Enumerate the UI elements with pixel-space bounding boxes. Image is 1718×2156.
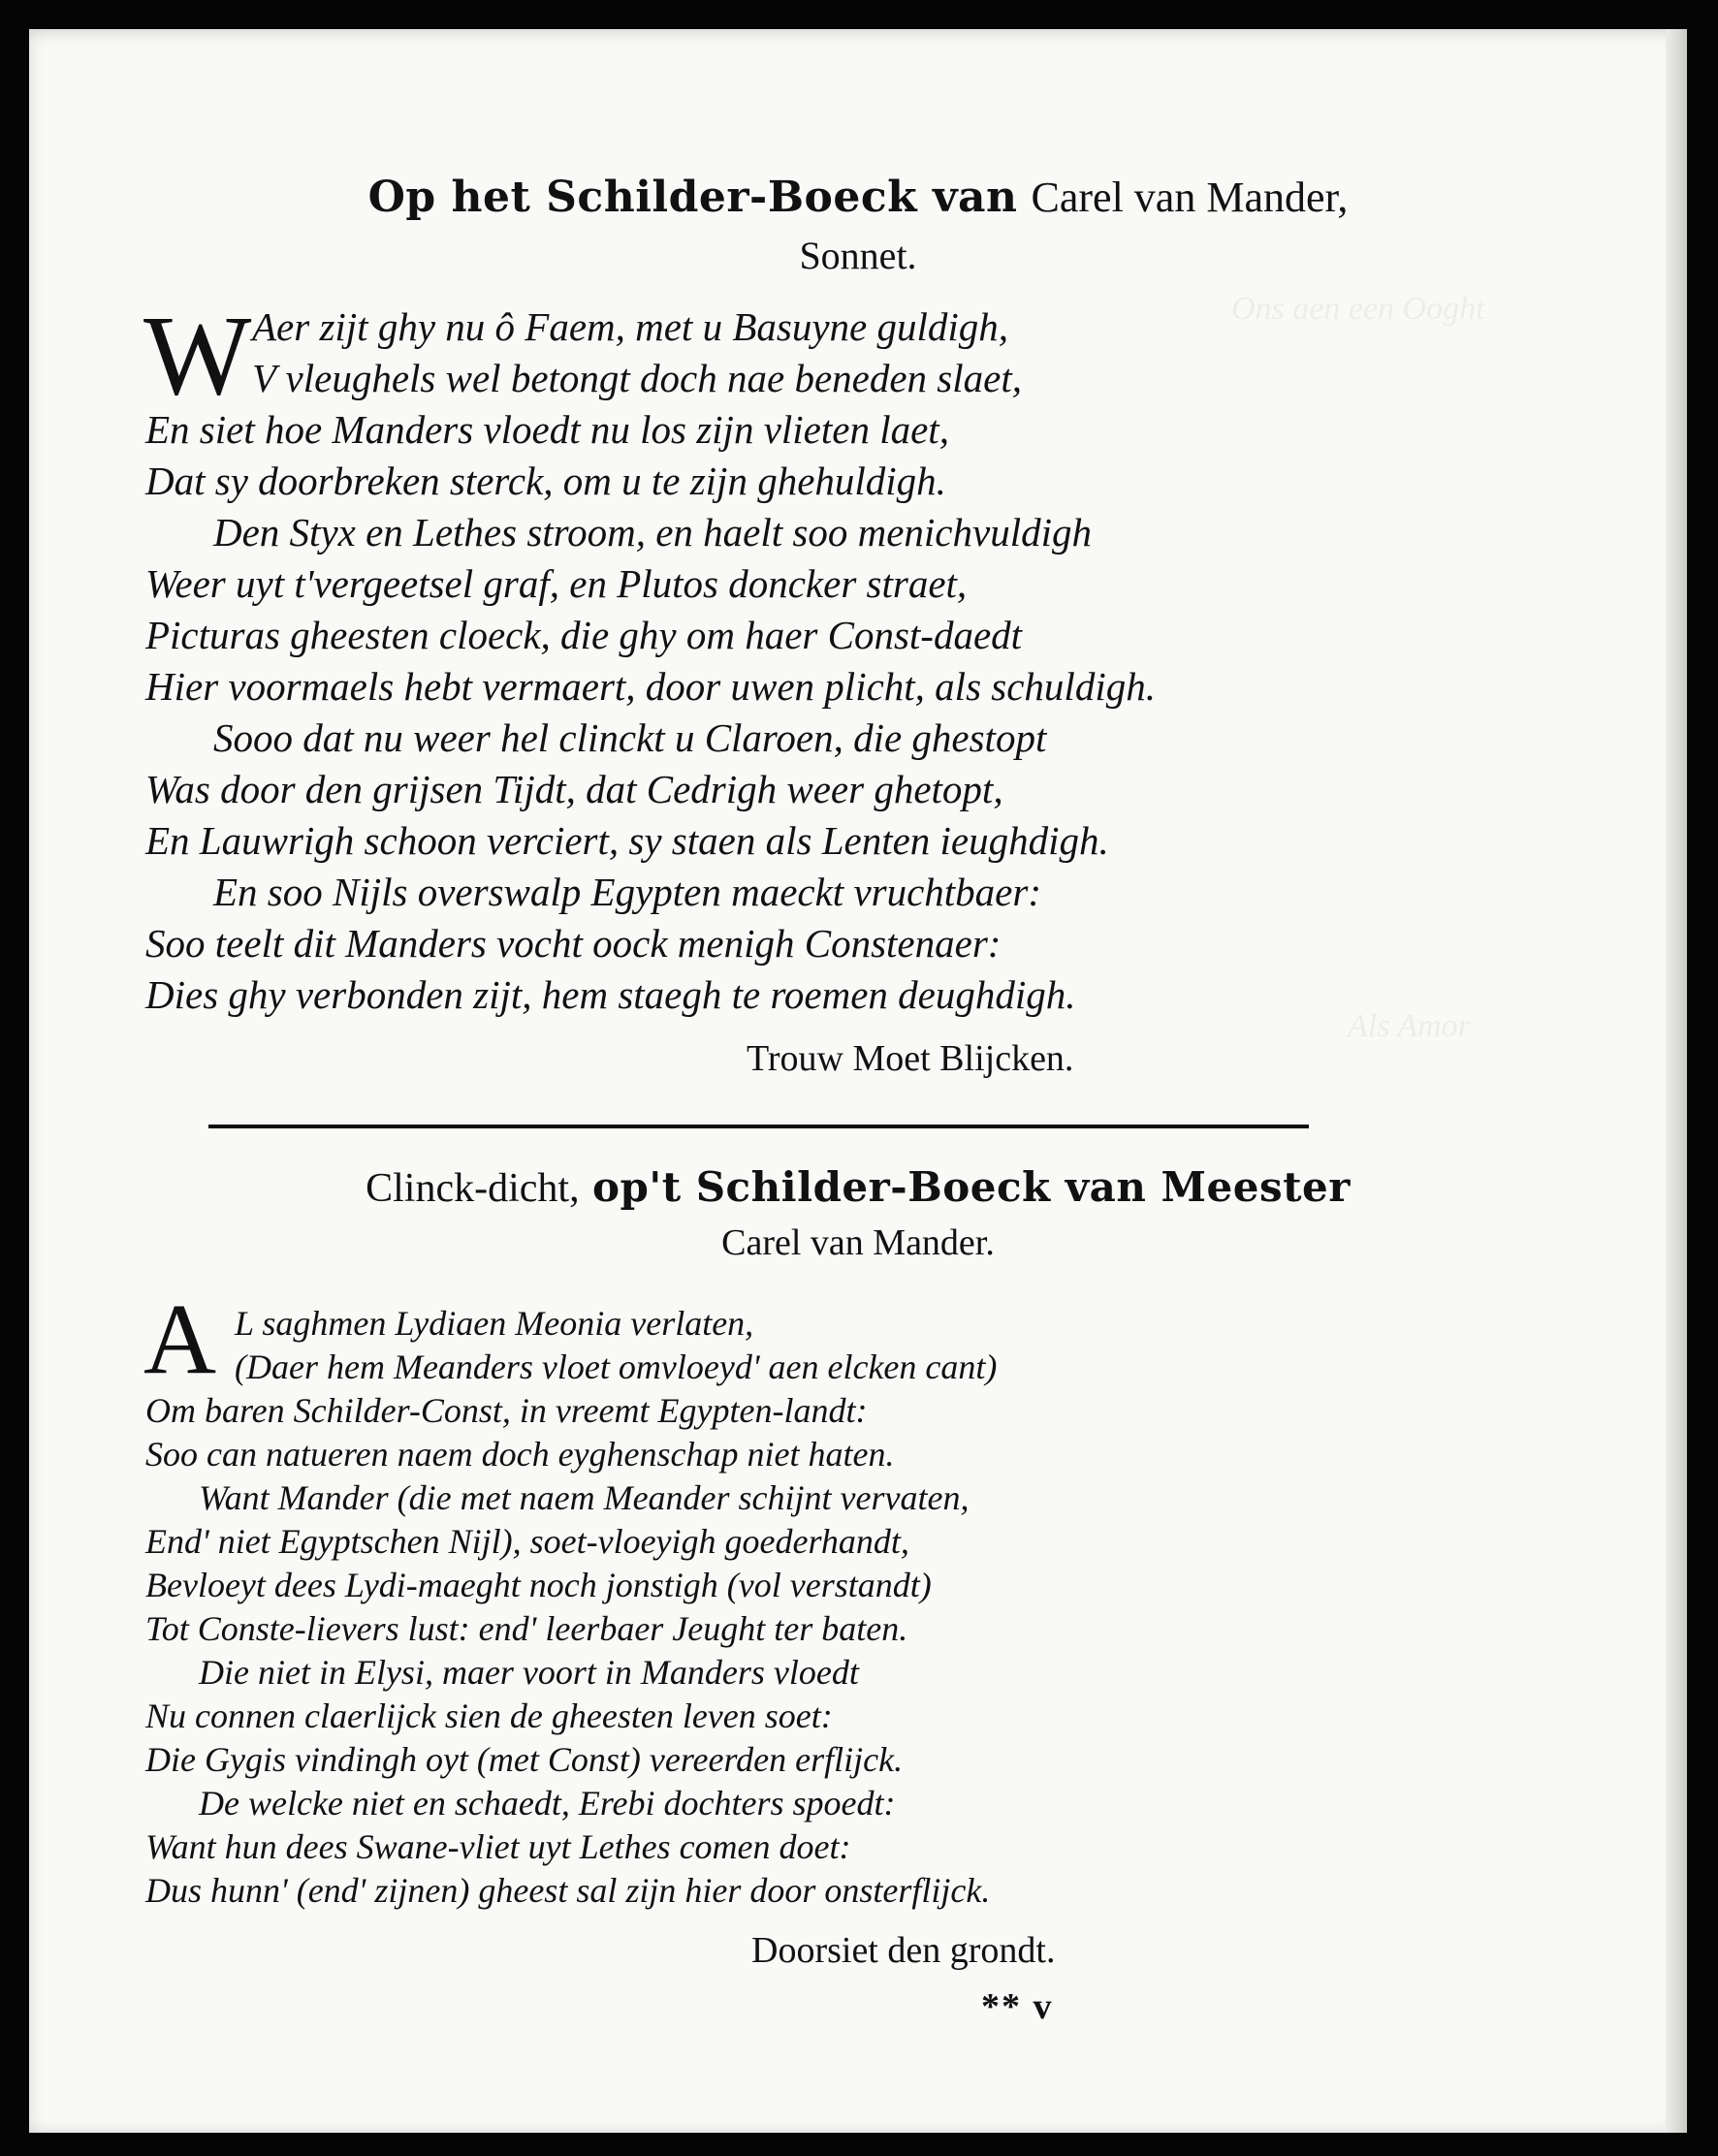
clinck-dropcap: A — [143, 1284, 217, 1395]
clinck-line: Om baren Schilder-Const, in vreemt Egypten-landt: — [145, 1391, 868, 1430]
sonnet-signature: Trouw Moet Blijcken. — [747, 1038, 1074, 1079]
sonnet-subtitle: Sonnet. — [799, 234, 917, 277]
catchword: ** v — [981, 1986, 1054, 2027]
clinck-line: L saghmen Lydiaen Meonia verlaten, — [235, 1304, 754, 1343]
sonnet-title-fraktur: Op het Schilder-Boeck van — [367, 173, 1018, 222]
clinck-line: Die Gygis vindingh oyt (met Const) vereerden erflijck. — [145, 1740, 904, 1779]
sonnet-line: Picturas gheesten cloeck, die ghy om haer Const-daedt — [145, 613, 1023, 657]
sonnet-line: Was door den grijsen Tijdt, dat Cedrigh weer ghetopt, — [145, 767, 1003, 811]
clinck-subtitle: Carel van Mander. — [721, 1222, 995, 1263]
clinck-line: Want Mander (die met naem Meander schijnt vervaten, — [199, 1478, 970, 1517]
sonnet-line: Weer uyt t'vergeetsel graf, en Plutos doncker straet, — [145, 561, 968, 606]
clinck-line: Nu connen claerlijck sien de gheesten leven soet: — [145, 1696, 833, 1735]
clinck-title-roman: Clinck-dicht, — [366, 1166, 580, 1211]
sonnet-line: Den Styx en Lethes stroom, en haelt soo menichvuldigh — [213, 510, 1092, 555]
sonnet-line: Sooo dat nu weer hel clinckt u Claroen, die ghestopt — [213, 715, 1047, 760]
clinck-line: Dus hunn' (end' zijnen) gheest sal zijn hier door onsterflijck. — [145, 1871, 991, 1910]
bleed-through-text: Ons aen een Ooght — [1231, 291, 1485, 327]
sonnet-line: Aer zijt ghy nu ô Faem, met u Basuyne guldigh, — [252, 304, 1009, 349]
clinck-poem — [145, 1302, 997, 1913]
clinck-line: Want hun dees Swane-vliet uyt Lethes comen doet: — [145, 1827, 851, 1866]
sonnet-title-roman: Carel van Mander, — [1031, 174, 1349, 221]
sonnet-line: En Lauwrigh schoon verciert, sy staen als Lenten ieughdigh. — [145, 818, 1109, 863]
clinck-signature: Doorsiet den grondt. — [751, 1930, 1056, 1971]
sonnet-dropcap: W — [143, 292, 252, 419]
clinck-title-fraktur: op't Schilder-Boeck van Meester — [591, 1163, 1351, 1211]
sonnet-title — [29, 173, 1687, 224]
clinck-line: End' niet Egyptschen Nijl), soet-vloeyigh goederhandt, — [145, 1522, 909, 1561]
sonnet-line: En siet hoe Manders vloedt nu los zijn vlieten laet, — [145, 407, 949, 452]
sonnet-line: V vleughels wel betongt doch nae beneden slaet, — [252, 356, 1022, 400]
sonnet-line: Soo teelt dit Manders vocht oock menigh Constenaer: — [145, 921, 1002, 966]
sonnet-line: Dat sy doorbreken sterck, om u te zijn ghehuldigh. — [145, 459, 946, 503]
page-edge — [1666, 29, 1687, 2133]
sonnet-line: En soo Nijls overswalp Egypten maeckt vruchtbaer: — [213, 870, 1041, 914]
sonnet-line: Hier voormaels hebt vermaert, door uwen plicht, als schuldigh. — [145, 664, 1156, 709]
clinck-line: Tot Conste-lievers lust: end' leerbaer Jeught ter baten. — [145, 1609, 908, 1648]
sonnet-poem — [143, 292, 1156, 1021]
bleed-through-text: Als Amor — [1348, 1008, 1471, 1044]
clinck-line: Soo can natueren naem doch eyghenschap niet haten. — [145, 1435, 895, 1474]
clinck-line: Bevloeyt dees Lydi-maeght noch jonstigh (vol verstandt) — [145, 1566, 932, 1604]
clinck-title — [29, 1163, 1687, 1213]
book-page — [29, 29, 1687, 2133]
sonnet-line: Dies ghy verbonden zijt, hem staegh te roemen deughdigh. — [145, 972, 1076, 1017]
clinck-line: (Daer hem Meanders vloet omvloeyd' aen elcken cant) — [235, 1348, 998, 1386]
clinck-line: Die niet in Elysi, maer voort in Manders vloedt — [199, 1653, 859, 1692]
section-divider — [208, 1125, 1309, 1128]
clinck-line: De welcke niet en schaedt, Erebi dochters spoedt: — [199, 1784, 896, 1823]
